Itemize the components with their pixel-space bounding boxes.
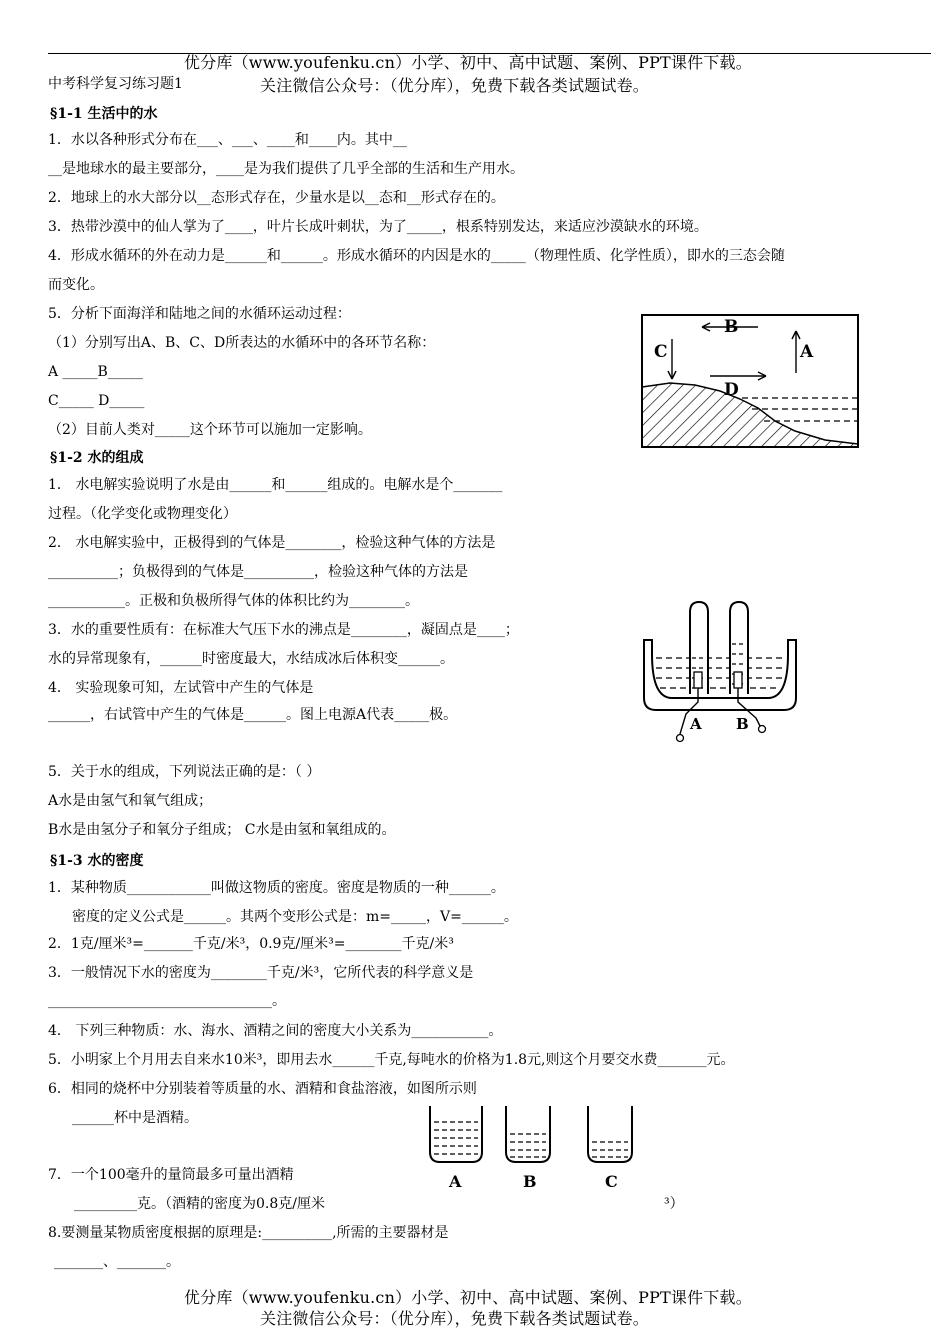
electrode-label-b: B [736,715,749,733]
q-line: （1）分别写出A、B、C、D所表达的水循环中的各环节名称： [48,335,436,351]
q-line: 4． 下列三种物质：水、海水、酒精之间的密度大小关系为___________。 [48,1023,503,1039]
q-line: 5．分析下面海洋和陆地之间的水循环运动过程： [48,306,351,322]
section-title-1-2: §1-2 水的组成 [50,450,144,466]
q-line: 2．1克/厘米³=_______千克/米³，0.9克/厘米³=________千克/米³ [48,936,454,952]
header-rule [48,53,931,54]
q-line: 水的异常现象有，______时密度最大，水结成冰后体积变______。 [48,651,454,667]
q-line: ______杯中是酒精。 [72,1110,198,1126]
q-line: 3．一般情况下水的密度为________千克/米³，它所代表的科学意义是 [48,965,474,981]
beaker-label-b: B [523,1172,537,1191]
q-line: 3．热带沙漠中的仙人掌为了____，叶片长成叶刺状，为了_____，根系特别发达，来适应沙漠缺水的环境。 [48,219,708,235]
q-line: C_____ D_____ [48,393,145,409]
electrolysis-figure [638,598,804,746]
q-line: 过程。（化学变化或物理变化） [48,506,237,522]
cycle-label-c: C [654,342,668,362]
q-line: 4．形成水循环的外在动力是______和______。形成水循环的内因是水的_____（物理性质、化学性质），即水的三态会随 [48,248,785,264]
q-line: 8.要测量某物质密度根据的原理是:__________,所需的主要器材是 [48,1225,449,1241]
section-title-1-1: §1-1 生活中的水 [50,106,158,122]
q-line: 而变化。 [48,277,104,293]
doc-title: 中考科学复习练习题1 [48,76,183,92]
electrode-label-a: A [690,715,702,733]
footer-line-2: 关注微信公众号：（优分库），免费下载各类试题试卷。 [260,1309,650,1328]
q-line: ________________________________。 [48,993,286,1009]
q-line: 6．相同的烧杯中分别装着等质量的水、酒精和食盐溶液，如图所示则 [48,1081,477,1097]
cycle-label-d: D [724,380,739,400]
q-line: 1．某种物质____________叫做这物质的密度。密度是物质的一种______。 [48,880,505,896]
q-line: ___________。正极和负极所得气体的体积比约为________。 [48,593,419,609]
q-line: A _____B_____ [48,364,143,380]
beakers-figure [420,1100,646,1192]
q-line: （2）目前人类对_____这个环节可以施加一定影响。 [48,422,372,438]
q-line: 2．地球上的水大部分以__态形式存在，少量水是以__态和__形式存在的。 [48,190,505,206]
q-line: 7．一个100毫升的量筒最多可量出酒精 [48,1167,294,1183]
section-title-1-3: §1-3 水的密度 [50,853,144,869]
q-line: ______，右试管中产生的气体是______。图上电源A代表_____极。 [48,707,458,723]
cycle-label-a: A [800,342,814,362]
footer-line-1: 优分库（www.youfenku.cn）小学、初中、高中试题、案例、PPT课件下载。 [184,1288,752,1307]
header-line-2: 关注微信公众号：（优分库），免费下载各类试题试卷。 [260,76,650,95]
q-line: 1．水以各种形式分布在___、___、____和____内。其中__ [48,132,407,148]
q-line: 3．水的重要性质有：在标准大气压下水的沸点是________，凝固点是____； [48,622,519,638]
q-line: _________克。（酒精的密度为0.8克/厘米 [74,1196,325,1212]
cycle-label-b: B [724,317,739,337]
q-line: __________；负极得到的气体是__________，检验这种气体的方法是 [48,564,468,580]
q-line: 2． 水电解实验中，正极得到的气体是________，检验这种气体的方法是 [48,535,496,551]
header-line-1: 优分库（www.youfenku.cn）小学、初中、高中试题、案例、PPT课件下载。 [184,53,752,72]
beaker-label-c: C [605,1172,618,1191]
q-line: B水是由氢分子和氧分子组成； C水是由氢和氧组成的。 [48,822,396,838]
q-line: __是地球水的最主要部分，____是为我们提供了几乎全部的生活和生产用水。 [48,161,524,177]
q-line: 1． 水电解实验说明了水是由______和______组成的。电解水是个_______ [48,477,503,493]
q-line: 5．小明家上个月用去自来水10米³，即用去水______千克,每吨水的价格为1.8元,则这个月要交水费_______元。 [48,1052,735,1068]
q-line: 5．关于水的组成，下列说法正确的是：（ ） [48,764,321,780]
water-cycle-figure [640,313,862,449]
q-line: 密度的定义公式是______。其两个变形公式是：m=_____，V=______。 [72,909,518,925]
q-line: 4． 实验现象可知，左试管中产生的气体是 [48,680,314,696]
q-line: ³） [664,1196,684,1212]
q-line: A水是由氢气和氧气组成； [48,793,213,809]
beaker-label-a: A [449,1172,462,1191]
q-line: _______、_______。 [54,1254,180,1270]
